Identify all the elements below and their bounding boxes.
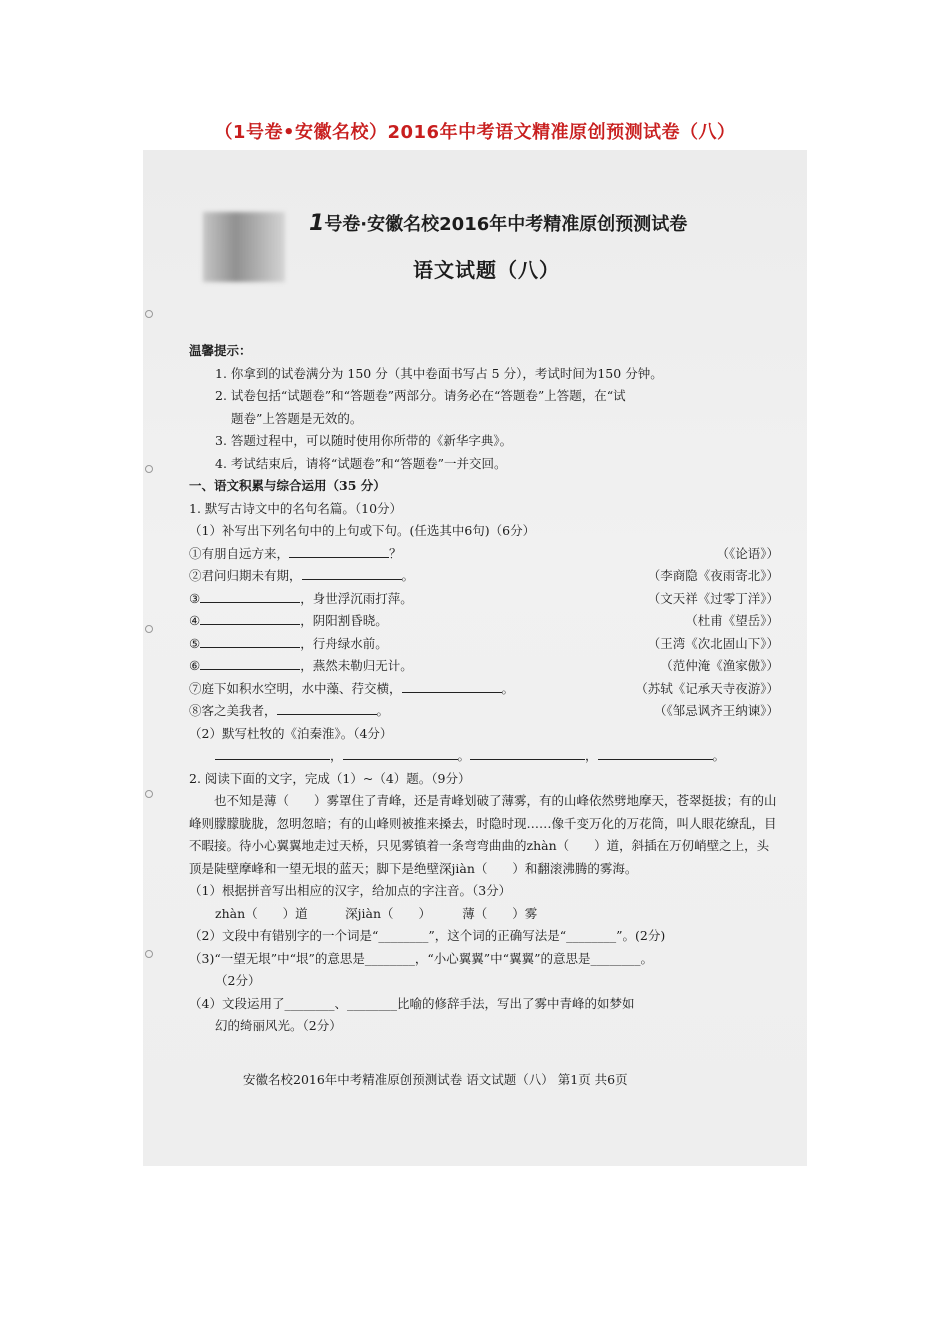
reading-passage: 也不知是薄（ ）雾罩住了青峰，还是青峰划破了薄雾，有的山峰依然劈地摩天，苍翠挺拔；有的山峰则朦朦胧胧，忽明忽暗；有的山峰则被推来搡去，时隐时现……像千变万化的万花筒，叫人眼花缭乱，目不暇接。待小心翼翼地走过天桥，只见雾镇着一条弯弯曲曲的zhàn（ ）道，斜插在万仞峭壁之上，头顶是陡壁摩峰和一望无垠的蓝天；脚下是绝壁深jiàn（ ）和翻滚沸腾的雾海。 [189, 793, 777, 876]
poem-line-3: ③ ，身世浮沉雨打萍。 （文天祥《过零丁洋》） [189, 590, 779, 606]
question-2-2: （2）文段中有错别字的一个词是“________”，这个词的正确写法是“________”。(2分) [189, 928, 666, 943]
question-2-3-score: （2分） [215, 973, 261, 988]
qinhuai-blanks: ， 。 ， 。 [189, 745, 779, 768]
question-2-1-items: zhàn（ ）道 深jiàn（ ） 薄（ ）雾 [215, 905, 538, 921]
poem-line-4: ④ ，阴阳割昏晓。 （杜甫《望岳》） [189, 613, 779, 628]
question-2-3: （3)“一望无垠”中“垠”的意思是________，“小心翼翼”中“翼翼”的意思是________。 [189, 950, 653, 966]
binding-hole [145, 790, 153, 798]
binding-hole [145, 465, 153, 473]
tip-2-cont: 题卷”上答题是无效的。 [231, 410, 363, 426]
question-1: 1. 默写古诗文中的名句名篇。（10分） [189, 500, 403, 516]
tip-2: 2. 试卷包括“试题卷”和“答题卷”两部分。请务必在“答题卷”上答题，在“试 [215, 388, 626, 403]
poem-line-7: ⑦庭下如积水空明，水中藻、荇交横， 。 （苏轼《记承天寺夜游》） [189, 680, 779, 696]
tip-3: 3. 答题过程中，可以随时使用你所带的《新华字典》。 [215, 433, 513, 448]
blurred-seal [203, 212, 285, 282]
binding-hole [145, 625, 153, 633]
poem-line-6: ⑥ ，燕然未勒归无计。 （范仲淹《渔家傲》） [189, 658, 779, 673]
paper-header [309, 210, 789, 236]
question-2-4: （4）文段运用了________、________比喻的修辞手法，写出了雾中青峰的如梦如 [189, 995, 635, 1011]
tip-4: 4. 考试结束后，请将“试题卷”和“答题卷”一并交回。 [215, 455, 507, 471]
exam-content [189, 340, 779, 1038]
section-1-title: 一、语文积累与综合运用（35 分） [189, 478, 386, 493]
tip-1: 1. 你拿到的试卷满分为 150 分（其中卷面书写占 5 分），考试时间为150 分钟。 [215, 365, 663, 381]
question-2: 2. 阅读下面的文字，完成（1）~（4）题。（9分） [189, 770, 471, 786]
header-text: 号卷·安徽名校2016年中考精准原创预测试卷 [324, 214, 688, 235]
document-title: （1号卷•安徽名校）2016年中考语文精准原创预测试卷（八） [214, 122, 736, 143]
header-mark: 1 [309, 211, 325, 236]
exam-photo [143, 150, 807, 1166]
page-footer: 安徽名校2016年中考精准原创预测试卷 语文试题（八） 第1页 共6页 [243, 1072, 628, 1087]
binding-hole [145, 950, 153, 958]
question-1-1: （1）补写出下列名句中的上句或下句。(任选其中6句)（6分） [189, 523, 536, 538]
binding-hole [145, 310, 153, 318]
poem-line-1: ①有朋自远方来， ？ （《论语》） [189, 545, 779, 561]
paper-subtitle: 语文试题（八） [413, 258, 560, 282]
tips-title: 温馨提示： [189, 343, 252, 358]
question-2-4-cont: 幻的绮丽风光。（2分） [215, 1018, 342, 1033]
poem-line-8: ⑧客之美我者， 。 （《邹忌讽齐王纳谏》） [189, 703, 779, 718]
poem-line-5: ⑤ ，行舟绿水前。 （王湾《次北固山下》） [189, 635, 779, 651]
question-1-2: （2）默写杜牧的《泊秦淮》。（4分） [189, 725, 393, 741]
poem-line-2: ②君问归期未有期， 。 （李商隐《夜雨寄北》） [189, 568, 779, 583]
question-2-1: （1）根据拼音写出相应的汉字，给加点的字注音。（3分） [189, 883, 512, 898]
